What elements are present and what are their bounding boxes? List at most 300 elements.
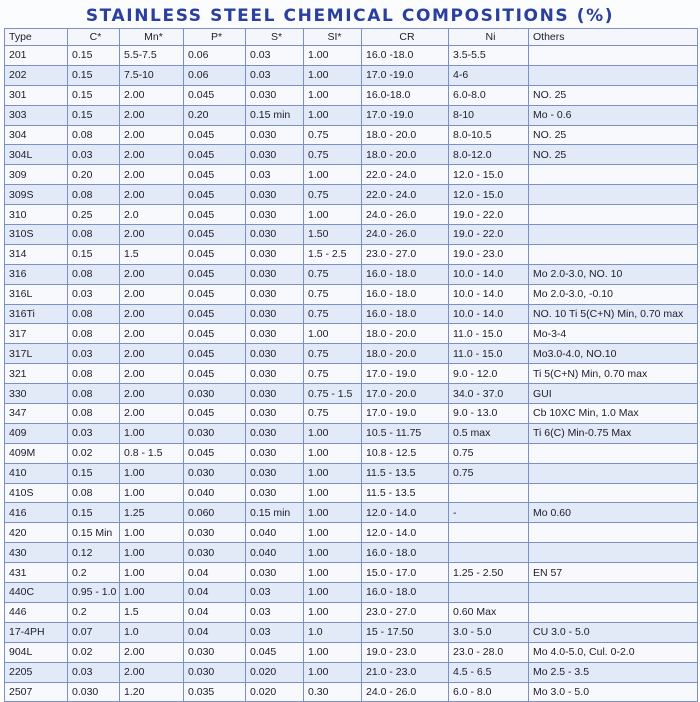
cell-others: Mo 2.0-3.0, NO. 10	[529, 264, 698, 284]
cell-c: 0.08	[68, 125, 120, 145]
cell-si: 1.00	[304, 662, 362, 682]
table-row	[5, 443, 698, 463]
cell-c: 0.25	[68, 205, 120, 225]
cell-type: 202	[5, 65, 68, 85]
cell-type: 304L	[5, 145, 68, 165]
cell-mn: 2.00	[120, 264, 184, 284]
cell-cr: 22.0 - 24.0	[362, 165, 449, 185]
table-row	[5, 165, 698, 185]
cell-others	[529, 443, 698, 463]
cell-s: 0.030	[246, 384, 304, 404]
cell-c: 0.2	[68, 563, 120, 583]
cell-s: 0.030	[246, 483, 304, 503]
cell-si: 1.00	[304, 443, 362, 463]
cell-cr: 16.0 - 18.0	[362, 284, 449, 304]
cell-p: 0.045	[184, 264, 246, 284]
cell-si: 0.75	[304, 185, 362, 205]
cell-ni: 4-6	[449, 65, 529, 85]
cell-others: Mo 2.5 - 3.5	[529, 662, 698, 682]
cell-ni: 23.0 - 28.0	[449, 642, 529, 662]
cell-mn: 1.00	[120, 563, 184, 583]
cell-p: 0.030	[184, 423, 246, 443]
cell-s: 0.15 min	[246, 105, 304, 125]
table-body	[5, 46, 698, 702]
cell-s: 0.030	[246, 145, 304, 165]
cell-mn: 2.0	[120, 205, 184, 225]
cell-c: 0.03	[68, 423, 120, 443]
cell-c: 0.15 Min	[68, 523, 120, 543]
cell-cr: 11.5 - 13.5	[362, 463, 449, 483]
cell-s: 0.03	[246, 622, 304, 642]
cell-cr: 10.8 - 12.5	[362, 443, 449, 463]
cell-s: 0.15 min	[246, 503, 304, 523]
cell-type: 316Ti	[5, 304, 68, 324]
cell-c: 0.08	[68, 483, 120, 503]
table-row	[5, 344, 698, 364]
table-row	[5, 523, 698, 543]
cell-others	[529, 46, 698, 66]
cell-s: 0.030	[246, 185, 304, 205]
cell-cr: 17.0 - 19.0	[362, 364, 449, 384]
cell-p: 0.035	[184, 682, 246, 702]
cell-others: Ti 6(C) Min-0.75 Max	[529, 423, 698, 443]
cell-c: 0.15	[68, 463, 120, 483]
cell-s: 0.030	[246, 225, 304, 245]
cell-c: 0.02	[68, 642, 120, 662]
cell-c: 0.08	[68, 364, 120, 384]
cell-cr: 24.0 - 26.0	[362, 682, 449, 702]
cell-type: 2205	[5, 662, 68, 682]
cell-type: 416	[5, 503, 68, 523]
cell-cr: 18.0 - 20.0	[362, 344, 449, 364]
column-header-mn: Mn*	[120, 29, 184, 46]
cell-ni: 8-10	[449, 105, 529, 125]
column-header-ni: Ni	[449, 29, 529, 46]
cell-mn: 2.00	[120, 662, 184, 682]
cell-type: 904L	[5, 642, 68, 662]
table-row	[5, 46, 698, 66]
cell-p: 0.06	[184, 46, 246, 66]
cell-others	[529, 602, 698, 622]
cell-c: 0.15	[68, 85, 120, 105]
cell-c: 0.15	[68, 46, 120, 66]
table-row	[5, 125, 698, 145]
cell-c: 0.15	[68, 244, 120, 264]
cell-s: 0.030	[246, 404, 304, 424]
cell-type: 317L	[5, 344, 68, 364]
cell-cr: 21.0 - 23.0	[362, 662, 449, 682]
column-header-type: Type	[5, 29, 68, 46]
cell-c: 0.08	[68, 384, 120, 404]
table-row	[5, 503, 698, 523]
cell-c: 0.15	[68, 503, 120, 523]
cell-p: 0.045	[184, 443, 246, 463]
cell-others: Mo 4.0-5.0, Cul. 0-2.0	[529, 642, 698, 662]
cell-s: 0.040	[246, 543, 304, 563]
cell-c: 0.030	[68, 682, 120, 702]
cell-cr: 18.0 - 20.0	[362, 324, 449, 344]
cell-si: 0.75	[304, 284, 362, 304]
cell-type: 310S	[5, 225, 68, 245]
cell-type: 446	[5, 602, 68, 622]
cell-si: 0.75	[304, 304, 362, 324]
cell-ni: 0.75	[449, 443, 529, 463]
table-row	[5, 205, 698, 225]
cell-others: Mo - 0.6	[529, 105, 698, 125]
cell-c: 0.03	[68, 344, 120, 364]
cell-type: 410	[5, 463, 68, 483]
cell-ni: 10.0 - 14.0	[449, 284, 529, 304]
cell-p: 0.060	[184, 503, 246, 523]
cell-type: 410S	[5, 483, 68, 503]
cell-si: 1.00	[304, 642, 362, 662]
cell-c: 0.08	[68, 404, 120, 424]
cell-type: 347	[5, 404, 68, 424]
table-row	[5, 682, 698, 702]
cell-s: 0.03	[246, 46, 304, 66]
cell-type: 317	[5, 324, 68, 344]
cell-p: 0.045	[184, 165, 246, 185]
cell-type: 304	[5, 125, 68, 145]
cell-s: 0.045	[246, 642, 304, 662]
cell-p: 0.030	[184, 543, 246, 563]
cell-cr: 24.0 - 26.0	[362, 225, 449, 245]
cell-s: 0.030	[246, 85, 304, 105]
cell-cr: 17.0 - 20.0	[362, 384, 449, 404]
cell-others: Mo-3-4	[529, 324, 698, 344]
column-header-si: SI*	[304, 29, 362, 46]
cell-others	[529, 165, 698, 185]
column-header-c: C*	[68, 29, 120, 46]
cell-others	[529, 543, 698, 563]
cell-p: 0.030	[184, 662, 246, 682]
cell-type: 316	[5, 264, 68, 284]
cell-mn: 2.00	[120, 85, 184, 105]
cell-si: 0.75 - 1.5	[304, 384, 362, 404]
cell-mn: 7.5-10	[120, 65, 184, 85]
cell-si: 1.00	[304, 85, 362, 105]
cell-others: Mo 0.60	[529, 503, 698, 523]
table-row	[5, 225, 698, 245]
table-row	[5, 65, 698, 85]
cell-c: 0.02	[68, 443, 120, 463]
cell-mn: 2.00	[120, 304, 184, 324]
cell-p: 0.045	[184, 225, 246, 245]
cell-cr: 17.0 - 19.0	[362, 404, 449, 424]
cell-si: 1.00	[304, 46, 362, 66]
cell-others: Ti 5(C+N) Min, 0.70 max	[529, 364, 698, 384]
cell-others: Cb 10XC Min, 1.0 Max	[529, 404, 698, 424]
cell-p: 0.045	[184, 85, 246, 105]
cell-ni: 19.0 - 23.0	[449, 244, 529, 264]
cell-others	[529, 583, 698, 603]
cell-p: 0.045	[184, 324, 246, 344]
cell-si: 1.00	[304, 165, 362, 185]
cell-cr: 10.5 - 11.75	[362, 423, 449, 443]
cell-type: 201	[5, 46, 68, 66]
cell-others	[529, 463, 698, 483]
cell-mn: 1.00	[120, 543, 184, 563]
cell-si: 1.00	[304, 583, 362, 603]
cell-s: 0.03	[246, 65, 304, 85]
cell-si: 1.5 - 2.5	[304, 244, 362, 264]
cell-mn: 2.00	[120, 344, 184, 364]
cell-si: 1.00	[304, 423, 362, 443]
cell-p: 0.045	[184, 185, 246, 205]
cell-ni: -	[449, 503, 529, 523]
cell-s: 0.03	[246, 583, 304, 603]
cell-c: 0.03	[68, 284, 120, 304]
cell-s: 0.03	[246, 602, 304, 622]
cell-others	[529, 523, 698, 543]
cell-p: 0.04	[184, 622, 246, 642]
table-row	[5, 463, 698, 483]
column-header-s: S*	[246, 29, 304, 46]
cell-si: 1.00	[304, 503, 362, 523]
cell-cr: 16.0 - 18.0	[362, 304, 449, 324]
cell-ni: 6.0 - 8.0	[449, 682, 529, 702]
cell-p: 0.06	[184, 65, 246, 85]
cell-type: 309S	[5, 185, 68, 205]
cell-ni	[449, 523, 529, 543]
cell-si: 0.30	[304, 682, 362, 702]
cell-p: 0.20	[184, 105, 246, 125]
table-row	[5, 244, 698, 264]
cell-cr: 17.0 -19.0	[362, 65, 449, 85]
cell-c: 0.08	[68, 225, 120, 245]
cell-mn: 2.00	[120, 105, 184, 125]
cell-ni: 3.5-5.5	[449, 46, 529, 66]
cell-mn: 1.00	[120, 523, 184, 543]
cell-si: 1.00	[304, 463, 362, 483]
table-row	[5, 662, 698, 682]
cell-s: 0.030	[246, 284, 304, 304]
table-row	[5, 404, 698, 424]
cell-mn: 1.5	[120, 244, 184, 264]
cell-cr: 12.0 - 14.0	[362, 523, 449, 543]
cell-others	[529, 483, 698, 503]
cell-si: 1.00	[304, 205, 362, 225]
cell-p: 0.04	[184, 602, 246, 622]
cell-others: EN 57	[529, 563, 698, 583]
cell-s: 0.030	[246, 344, 304, 364]
cell-type: 314	[5, 244, 68, 264]
cell-others	[529, 225, 698, 245]
cell-p: 0.045	[184, 284, 246, 304]
cell-mn: 1.00	[120, 423, 184, 443]
cell-si: 1.00	[304, 65, 362, 85]
cell-si: 0.75	[304, 364, 362, 384]
cell-mn: 2.00	[120, 324, 184, 344]
cell-cr: 19.0 - 23.0	[362, 642, 449, 662]
cell-si: 1.00	[304, 324, 362, 344]
column-header-cr: CR	[362, 29, 449, 46]
cell-p: 0.030	[184, 642, 246, 662]
cell-p: 0.045	[184, 205, 246, 225]
cell-cr: 15 - 17.50	[362, 622, 449, 642]
cell-mn: 2.00	[120, 284, 184, 304]
cell-c: 0.08	[68, 185, 120, 205]
table-row	[5, 324, 698, 344]
column-header-others: Others	[529, 29, 698, 46]
cell-cr: 16.0-18.0	[362, 85, 449, 105]
cell-cr: 22.0 - 24.0	[362, 185, 449, 205]
table-row	[5, 483, 698, 503]
cell-type: 301	[5, 85, 68, 105]
table-row	[5, 85, 698, 105]
cell-type: 431	[5, 563, 68, 583]
cell-others: Mo 3.0 - 5.0	[529, 682, 698, 702]
cell-si: 0.75	[304, 125, 362, 145]
cell-s: 0.030	[246, 563, 304, 583]
cell-ni: 8.0-10.5	[449, 125, 529, 145]
cell-type: 316L	[5, 284, 68, 304]
column-header-p: P*	[184, 29, 246, 46]
table-row	[5, 264, 698, 284]
table-row	[5, 642, 698, 662]
cell-si: 1.50	[304, 225, 362, 245]
cell-c: 0.08	[68, 304, 120, 324]
cell-ni: 6.0-8.0	[449, 85, 529, 105]
table-row	[5, 583, 698, 603]
cell-p: 0.030	[184, 523, 246, 543]
cell-si: 1.00	[304, 602, 362, 622]
table-row	[5, 364, 698, 384]
cell-others: NO. 25	[529, 125, 698, 145]
cell-ni	[449, 483, 529, 503]
table-row	[5, 304, 698, 324]
cell-ni: 12.0 - 15.0	[449, 165, 529, 185]
cell-p: 0.045	[184, 125, 246, 145]
cell-mn: 2.00	[120, 125, 184, 145]
table-row	[5, 602, 698, 622]
cell-ni: 11.0 - 15.0	[449, 324, 529, 344]
cell-others: NO. 25	[529, 145, 698, 165]
table-row	[5, 185, 698, 205]
cell-s: 0.020	[246, 682, 304, 702]
cell-type: 2507	[5, 682, 68, 702]
cell-s: 0.020	[246, 662, 304, 682]
cell-s: 0.030	[246, 324, 304, 344]
cell-c: 0.2	[68, 602, 120, 622]
cell-mn: 1.5	[120, 602, 184, 622]
cell-s: 0.030	[246, 364, 304, 384]
cell-cr: 18.0 - 20.0	[362, 145, 449, 165]
cell-mn: 1.00	[120, 463, 184, 483]
table-row	[5, 384, 698, 404]
cell-ni: 0.75	[449, 463, 529, 483]
cell-others: CU 3.0 - 5.0	[529, 622, 698, 642]
header-row	[5, 29, 698, 46]
table-row	[5, 105, 698, 125]
cell-type: 440C	[5, 583, 68, 603]
cell-others	[529, 205, 698, 225]
cell-type: 303	[5, 105, 68, 125]
cell-type: 17-4PH	[5, 622, 68, 642]
cell-type: 420	[5, 523, 68, 543]
cell-ni: 0.60 Max	[449, 602, 529, 622]
cell-mn: 1.00	[120, 483, 184, 503]
cell-others: NO. 10 Ti 5(C+N) Min, 0.70 max	[529, 304, 698, 324]
cell-type: 310	[5, 205, 68, 225]
cell-s: 0.030	[246, 443, 304, 463]
composition-table	[4, 28, 698, 702]
cell-cr: 23.0 - 27.0	[362, 602, 449, 622]
cell-ni: 19.0 - 22.0	[449, 205, 529, 225]
cell-p: 0.04	[184, 563, 246, 583]
cell-p: 0.040	[184, 483, 246, 503]
cell-si: 1.00	[304, 105, 362, 125]
cell-mn: 2.00	[120, 404, 184, 424]
cell-cr: 16.0 - 18.0	[362, 583, 449, 603]
cell-p: 0.045	[184, 304, 246, 324]
cell-si: 0.75	[304, 264, 362, 284]
cell-ni	[449, 583, 529, 603]
table-row	[5, 284, 698, 304]
cell-c: 0.20	[68, 165, 120, 185]
table-row	[5, 622, 698, 642]
cell-ni: 4.5 - 6.5	[449, 662, 529, 682]
cell-mn: 2.00	[120, 384, 184, 404]
cell-s: 0.03	[246, 165, 304, 185]
cell-s: 0.030	[246, 463, 304, 483]
table-row	[5, 563, 698, 583]
cell-ni: 8.0-12.0	[449, 145, 529, 165]
cell-cr: 16.0 - 18.0	[362, 543, 449, 563]
cell-others	[529, 65, 698, 85]
cell-c: 0.03	[68, 662, 120, 682]
cell-mn: 1.0	[120, 622, 184, 642]
cell-c: 0.12	[68, 543, 120, 563]
cell-mn: 2.00	[120, 225, 184, 245]
cell-cr: 11.5 - 13.5	[362, 483, 449, 503]
cell-c: 0.15	[68, 105, 120, 125]
cell-ni: 0.5 max	[449, 423, 529, 443]
cell-mn: 2.00	[120, 364, 184, 384]
cell-c: 0.15	[68, 65, 120, 85]
cell-ni: 19.0 - 22.0	[449, 225, 529, 245]
table-row	[5, 423, 698, 443]
cell-ni: 11.0 - 15.0	[449, 344, 529, 364]
cell-p: 0.045	[184, 404, 246, 424]
page-title: STAINLESS STEEL CHEMICAL COMPOSITIONS (%)	[85, 6, 615, 26]
cell-type: 309	[5, 165, 68, 185]
cell-mn: 2.00	[120, 185, 184, 205]
cell-s: 0.030	[246, 244, 304, 264]
cell-ni: 3.0 - 5.0	[449, 622, 529, 642]
cell-mn: 1.20	[120, 682, 184, 702]
cell-si: 1.00	[304, 543, 362, 563]
cell-s: 0.030	[246, 125, 304, 145]
cell-mn: 5.5-7.5	[120, 46, 184, 66]
cell-si: 1.00	[304, 483, 362, 503]
cell-ni: 10.0 - 14.0	[449, 304, 529, 324]
cell-mn: 1.25	[120, 503, 184, 523]
cell-si: 0.75	[304, 344, 362, 364]
cell-p: 0.030	[184, 463, 246, 483]
cell-cr: 15.0 - 17.0	[362, 563, 449, 583]
cell-others	[529, 244, 698, 264]
cell-type: 409M	[5, 443, 68, 463]
cell-others: Mo 2.0-3.0, -0.10	[529, 284, 698, 304]
cell-cr: 17.0 -19.0	[362, 105, 449, 125]
cell-si: 1.00	[304, 523, 362, 543]
cell-p: 0.045	[184, 145, 246, 165]
cell-c: 0.08	[68, 264, 120, 284]
cell-others: NO. 25	[529, 85, 698, 105]
cell-cr: 16.0 - 18.0	[362, 264, 449, 284]
cell-others: Mo3.0-4.0, NO.10	[529, 344, 698, 364]
